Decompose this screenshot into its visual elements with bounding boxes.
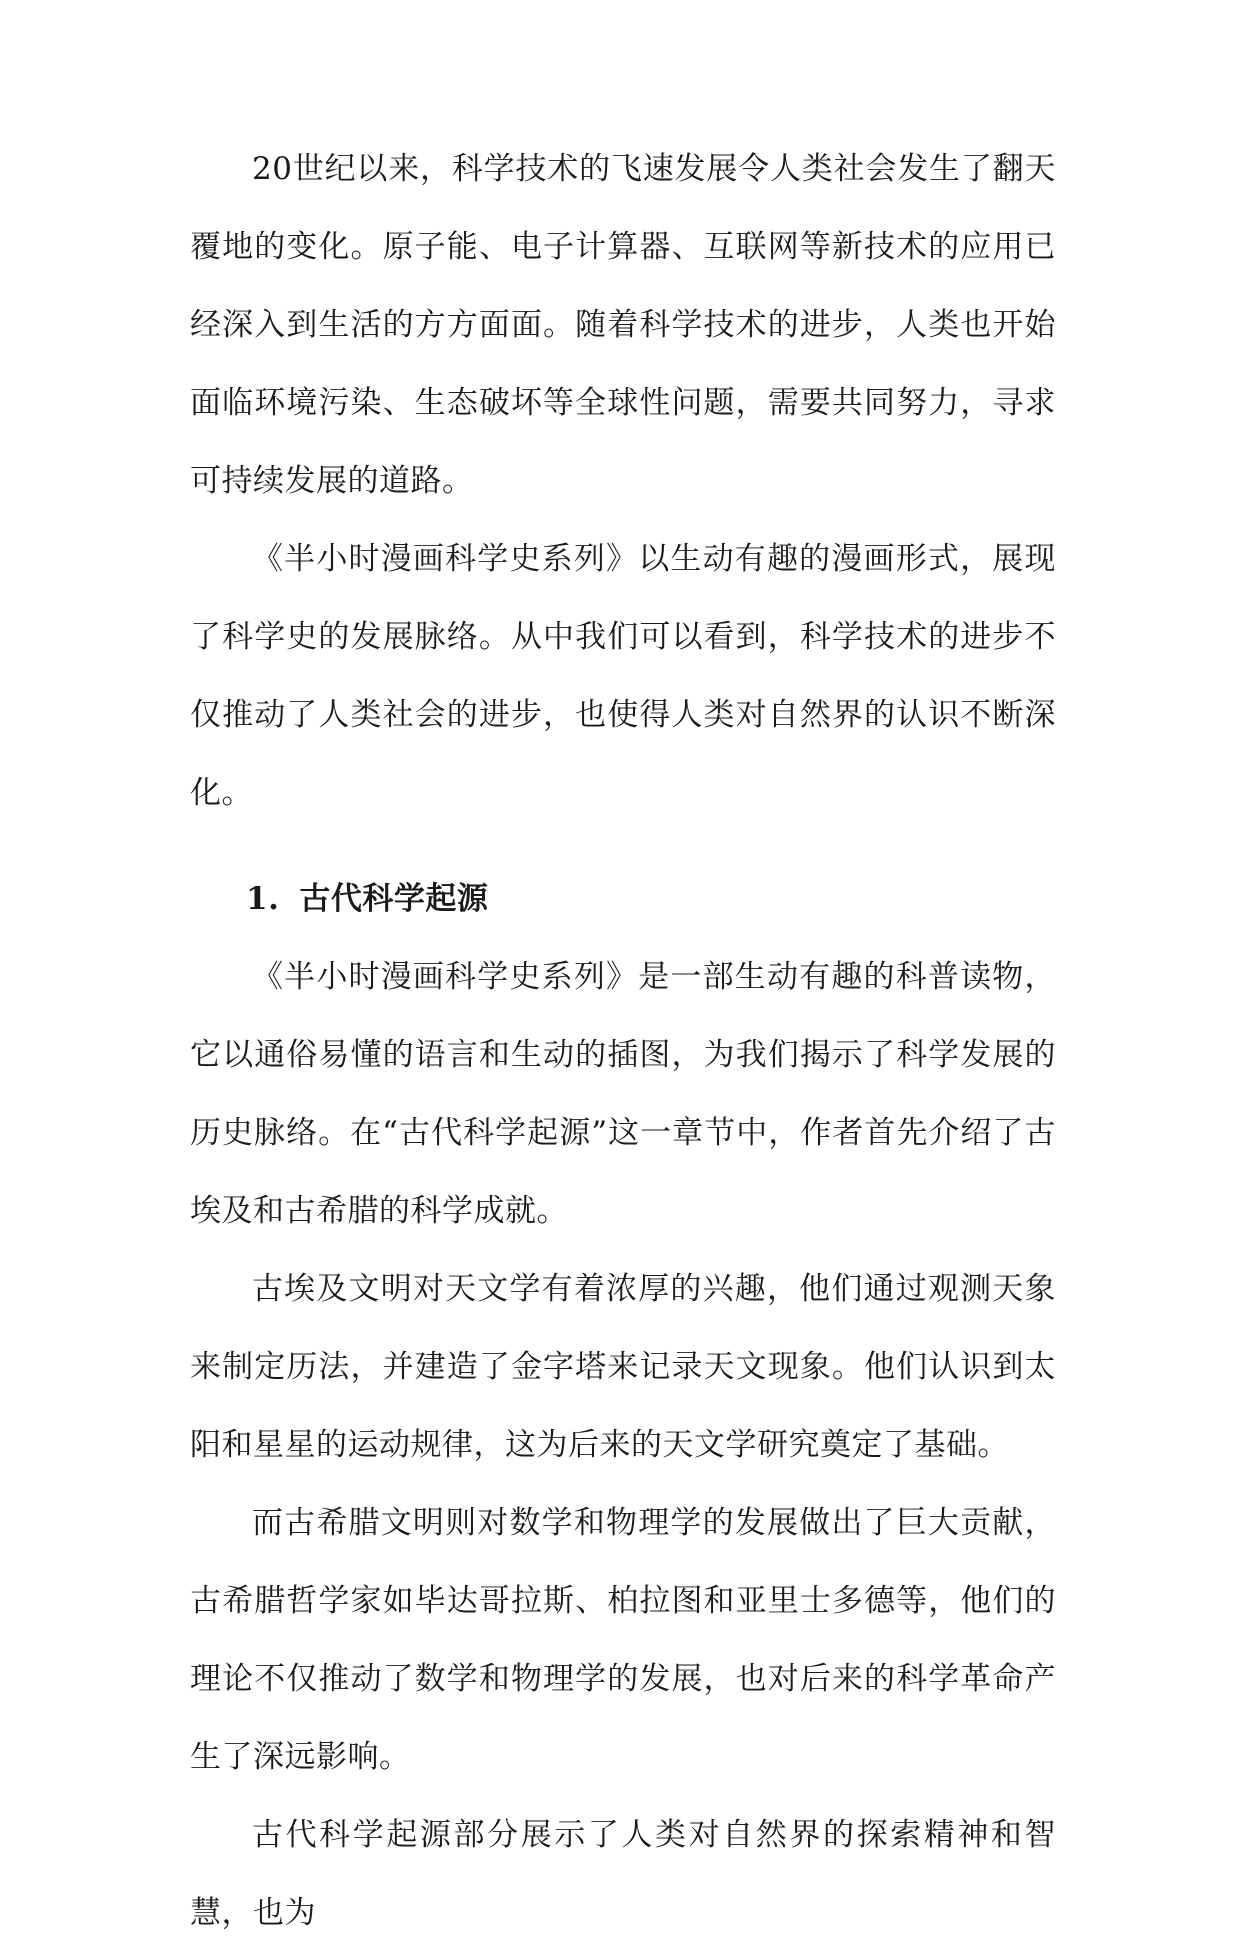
spacer <box>190 832 1056 860</box>
section-number: 1. <box>246 881 280 917</box>
document-page <box>190 130 1056 1952</box>
intro-paragraph-2: 《半小时漫画科学史系列》以生动有趣的漫画形式，展现了科学史的发展脉络。从中我们可以看到，科学技术的进步不仅推动了人类社会的进步，也使得人类对自然界的认识不断深化。 <box>190 541 1056 811</box>
intro-paragraph-1: 20世纪以来，科学技术的飞速发展令人类社会发生了翻天覆地的变化。原子能、电子计算器、互联网等新技术的应用已经深入到生活的方方面面。随着科学技术的进步，人类也开始面临环境污染、生态破坏等全球性问题，需要共同努力，寻求可持续发展的道路。 <box>190 151 1056 499</box>
section-paragraph-2: 古埃及文明对天文学有着浓厚的兴趣，他们通过观测天象来制定历法，并建造了金字塔来记录天文现象。他们认识到太阳和星星的运动规律，这为后来的天文学研究奠定了基础。 <box>190 1271 1056 1463</box>
section-paragraph-3: 而古希腊文明则对数学和物理学的发展做出了巨大贡献，古希腊哲学家如毕达哥拉斯、柏拉图和亚里士多德等，他们的理论不仅推动了数学和物理学的发展，也对后来的科学革命产生了深远影响。 <box>190 1505 1056 1775</box>
section-title: 古代科学起源 <box>299 881 489 917</box>
section-paragraph-4: 古代科学起源部分展示了人类对自然界的探索精神和智慧，也为 <box>190 1817 1056 1931</box>
section-paragraph-1: 《半小时漫画科学史系列》是一部生动有趣的科普读物，它以通俗易懂的语言和生动的插图，为我们揭示了科学发展的历史脉络。在“古代科学起源”这一章节中，作者首先介绍了古埃及和古希腊的科学成就。 <box>190 959 1056 1229</box>
section-heading <box>190 860 1056 938</box>
